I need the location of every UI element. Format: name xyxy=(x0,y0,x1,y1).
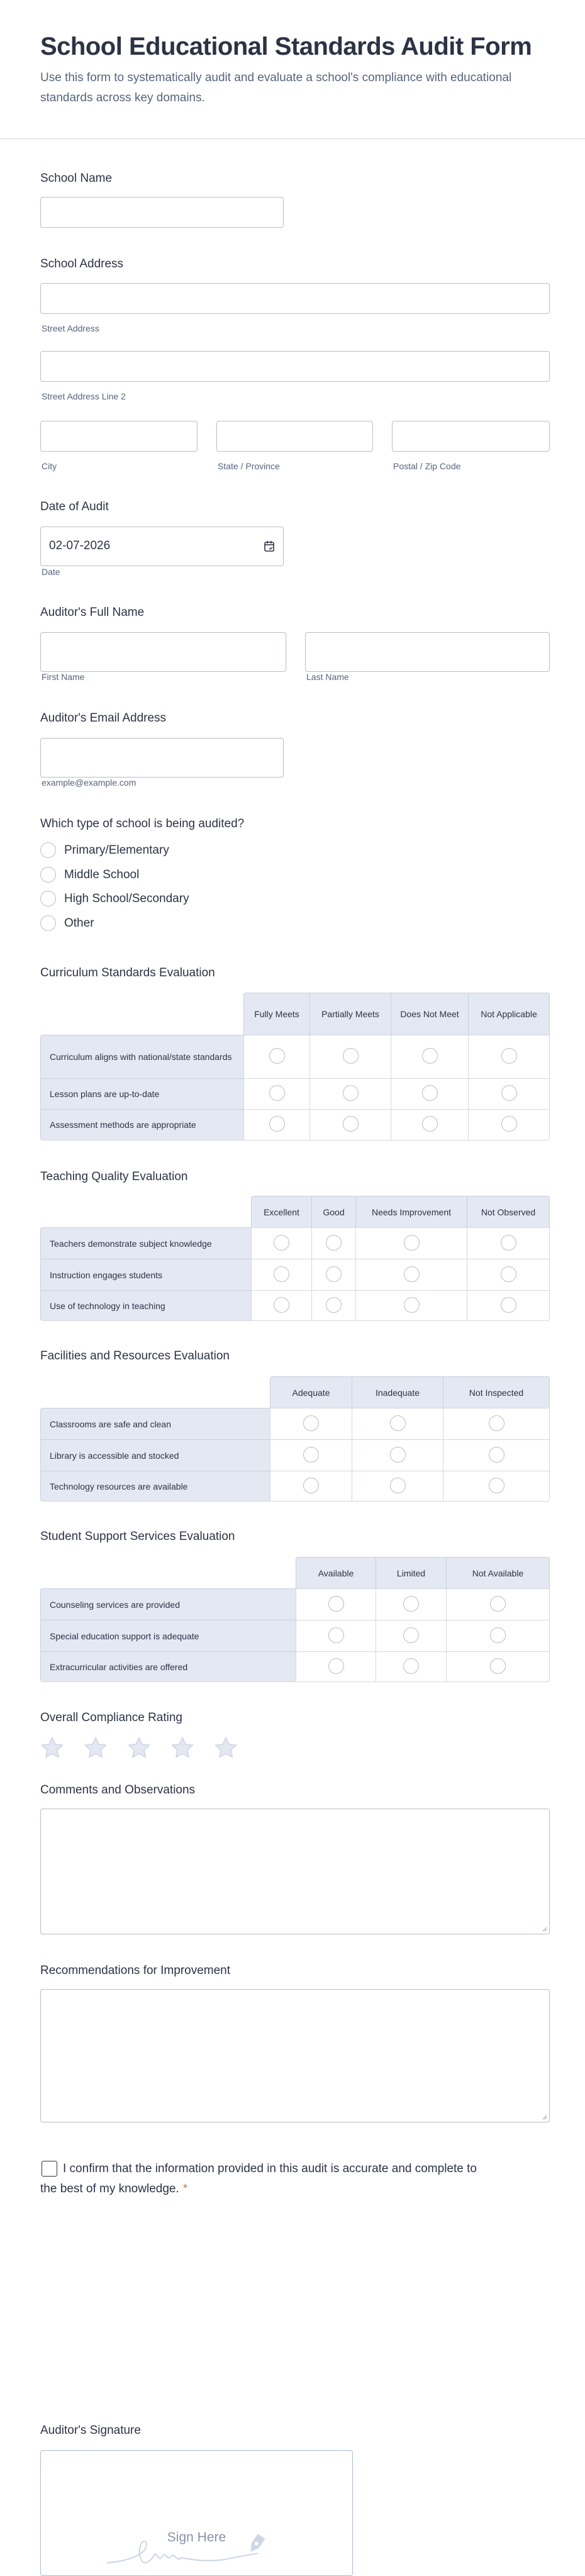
street-address-sublabel: Street Address xyxy=(42,323,99,333)
radio-button[interactable] xyxy=(489,1447,504,1463)
radio-button[interactable] xyxy=(404,1235,420,1251)
matrix-cell xyxy=(467,1259,550,1290)
radio-button[interactable] xyxy=(404,1266,420,1282)
last-name-input[interactable] xyxy=(305,632,550,672)
radio-button[interactable] xyxy=(40,867,56,883)
star-rating[interactable] xyxy=(40,1736,238,1760)
matrix-cell xyxy=(251,1259,311,1290)
matrix-corner xyxy=(40,1196,251,1227)
radio-button[interactable] xyxy=(274,1235,289,1251)
matrix-cell xyxy=(311,1259,355,1290)
matrix-row-label: Special education support is adequate xyxy=(40,1620,296,1651)
zip-sublabel: Postal / Zip Code xyxy=(393,461,461,471)
radio-button[interactable] xyxy=(303,1478,319,1493)
matrix-cell xyxy=(355,1227,467,1259)
rating-label: Overall Compliance Rating xyxy=(40,1711,182,1724)
radio-button[interactable] xyxy=(422,1048,438,1064)
school-type-option[interactable] xyxy=(40,891,189,906)
radio-button[interactable] xyxy=(326,1297,342,1313)
radio-button[interactable] xyxy=(269,1048,285,1064)
matrix-row-label: Instruction engages students xyxy=(40,1259,251,1290)
radio-button[interactable] xyxy=(40,842,56,858)
email-input[interactable] xyxy=(40,738,284,778)
city-sublabel: City xyxy=(42,461,57,471)
required-mark: * xyxy=(182,2182,188,2195)
matrix-cell xyxy=(355,1259,467,1290)
matrix-row xyxy=(40,1109,550,1140)
radio-button[interactable] xyxy=(404,1297,420,1313)
school-address-label: School Address xyxy=(40,257,124,270)
matrix-cell xyxy=(376,1620,446,1651)
matrix-cell xyxy=(355,1290,467,1321)
radio-button[interactable] xyxy=(328,1658,344,1674)
matrix-column-header: Not Available xyxy=(446,1557,550,1588)
radio-button[interactable] xyxy=(328,1596,344,1612)
zip-input[interactable] xyxy=(392,421,550,452)
header-divider xyxy=(0,138,585,139)
matrix-column-header: Does Not Meet xyxy=(391,993,468,1035)
street-address-line2-input[interactable] xyxy=(40,351,550,382)
matrix-cell xyxy=(467,1290,550,1321)
matrix-corner xyxy=(40,1376,270,1408)
matrix-cell xyxy=(446,1651,550,1682)
radio-button[interactable] xyxy=(490,1627,506,1643)
state-input[interactable] xyxy=(216,421,373,452)
matrix-row-label: Curriculum aligns with national/state standards xyxy=(40,1035,243,1078)
radio-button[interactable] xyxy=(303,1447,319,1463)
matrix-column-header: Not Observed xyxy=(467,1196,550,1227)
radio-button[interactable] xyxy=(422,1085,438,1101)
matrix-column-header: Available xyxy=(296,1557,376,1588)
option-label: Other xyxy=(64,916,94,930)
radio-button[interactable] xyxy=(40,915,56,931)
matrix-corner xyxy=(40,1557,296,1588)
street-address-input[interactable] xyxy=(40,283,550,314)
matrix-cell xyxy=(352,1471,443,1502)
matrix-row-label: Library is accessible and stocked xyxy=(40,1439,270,1471)
facilities-label: Facilities and Resources Evaluation xyxy=(40,1349,230,1363)
school-type-option[interactable] xyxy=(40,915,94,931)
matrix-row-label: Technology resources are available xyxy=(40,1471,270,1502)
matrix-column-header: Limited xyxy=(376,1557,446,1588)
radio-button[interactable] xyxy=(489,1415,504,1431)
student-support-label: Student Support Services Evaluation xyxy=(40,1530,235,1543)
star-icon[interactable] xyxy=(170,1736,194,1760)
matrix-row-label: Extracurricular activities are offered xyxy=(40,1651,296,1682)
signature-pad[interactable] xyxy=(40,2450,353,2576)
radio-button[interactable] xyxy=(326,1235,342,1251)
matrix-row xyxy=(40,1471,550,1502)
matrix-column-header: Adequate xyxy=(270,1376,352,1408)
option-label: Primary/Elementary xyxy=(64,843,169,857)
matrix-cell xyxy=(352,1408,443,1439)
matrix-row xyxy=(40,1035,550,1078)
matrix-column-header: Excellent xyxy=(251,1196,311,1227)
matrix-row-label: Counseling services are provided xyxy=(40,1588,296,1620)
matrix-cell xyxy=(251,1227,311,1259)
radio-button[interactable] xyxy=(390,1447,406,1463)
form-description: Use this form to systematically audit and evaluate a school's compliance with educational standards across key domains. xyxy=(40,71,512,104)
city-input[interactable] xyxy=(40,421,198,452)
matrix-row-label: Lesson plans are up-to-date xyxy=(40,1078,243,1109)
matrix-cell xyxy=(446,1620,550,1651)
star-icon[interactable] xyxy=(84,1736,108,1760)
radio-button[interactable] xyxy=(422,1116,438,1132)
matrix-column-header: Partially Meets xyxy=(309,993,391,1035)
last-name-sublabel: Last Name xyxy=(306,672,349,682)
matrix-cell xyxy=(468,1035,550,1078)
radio-button[interactable] xyxy=(343,1085,359,1101)
school-name-label: School Name xyxy=(40,172,113,185)
radio-button[interactable] xyxy=(403,1627,419,1643)
radio-button[interactable] xyxy=(501,1048,517,1064)
matrix-cell xyxy=(443,1408,550,1439)
facilities-matrix xyxy=(40,1376,550,1502)
signature-scribble-icon xyxy=(107,2525,289,2569)
recommendations-textarea[interactable] xyxy=(40,1989,550,2122)
calendar-icon[interactable] xyxy=(264,540,275,552)
street-address-line2-sublabel: Street Address Line 2 xyxy=(42,391,126,401)
school-type-option[interactable] xyxy=(40,867,139,883)
first-name-input[interactable] xyxy=(40,632,286,672)
radio-button[interactable] xyxy=(269,1116,285,1132)
radio-button[interactable] xyxy=(390,1478,406,1493)
school-name-input[interactable] xyxy=(40,197,284,228)
matrix-cell xyxy=(251,1290,311,1321)
email-sublabel: example@example.com xyxy=(42,778,136,788)
matrix-cell xyxy=(270,1439,352,1471)
matrix-cell xyxy=(243,1035,309,1078)
matrix-row xyxy=(40,1588,550,1620)
radio-button[interactable] xyxy=(274,1266,289,1282)
matrix-cell xyxy=(309,1078,391,1109)
resize-handle-icon[interactable] xyxy=(542,1927,547,1932)
matrix-column-header: Inadequate xyxy=(352,1376,443,1408)
option-label: Middle School xyxy=(64,867,140,881)
matrix-row-label: Classrooms are safe and clean xyxy=(40,1408,270,1439)
radio-button[interactable] xyxy=(390,1415,406,1431)
auditor-name-label: Auditor's Full Name xyxy=(40,606,145,619)
student-support-matrix xyxy=(40,1557,550,1682)
matrix-column-header: Fully Meets xyxy=(243,993,309,1035)
matrix-cell xyxy=(352,1439,443,1471)
matrix-row-label: Use of technology in teaching xyxy=(40,1290,251,1321)
matrix-row xyxy=(40,1651,550,1682)
matrix-column-header: Good xyxy=(311,1196,355,1227)
sign-here-text: Sign Here xyxy=(167,2530,226,2545)
comments-label: Comments and Observations xyxy=(40,1783,196,1797)
radio-button[interactable] xyxy=(501,1116,517,1132)
teaching-label: Teaching Quality Evaluation xyxy=(40,1170,188,1183)
radio-button[interactable] xyxy=(269,1085,285,1101)
matrix-cell xyxy=(468,1109,550,1140)
radio-button[interactable] xyxy=(489,1478,504,1493)
radio-button[interactable] xyxy=(501,1297,516,1313)
matrix-row-label: Assessment methods are appropriate xyxy=(40,1109,243,1140)
auditor-email-label: Auditor's Email Address xyxy=(40,711,167,725)
star-icon[interactable] xyxy=(214,1736,238,1760)
radio-button[interactable] xyxy=(40,891,56,906)
matrix-row xyxy=(40,1408,550,1439)
radio-button[interactable] xyxy=(328,1627,344,1643)
matrix-corner xyxy=(40,993,243,1035)
date-value: 02-07-2026 xyxy=(49,539,111,552)
matrix-column-header: Needs Improvement xyxy=(355,1196,467,1227)
option-label: High School/Secondary xyxy=(64,891,189,905)
curriculum-label: Curriculum Standards Evaluation xyxy=(40,966,215,979)
matrix-cell xyxy=(309,1109,391,1140)
matrix-cell xyxy=(391,1035,468,1078)
matrix-row xyxy=(40,1290,550,1321)
recommendations-label: Recommendations for Improvement xyxy=(40,1964,231,1977)
matrix-cell xyxy=(391,1078,468,1109)
confirm-text xyxy=(40,2159,481,2199)
radio-button[interactable] xyxy=(326,1266,342,1282)
page-title: School Educational Standards Audit Form xyxy=(40,33,532,60)
matrix-cell xyxy=(270,1408,352,1439)
matrix-row xyxy=(40,1078,550,1109)
matrix-cell xyxy=(296,1620,376,1651)
matrix-cell xyxy=(376,1588,446,1620)
matrix-cell xyxy=(443,1471,550,1502)
first-name-sublabel: First Name xyxy=(42,672,85,682)
radio-button[interactable] xyxy=(501,1085,517,1101)
matrix-column-header: Not Applicable xyxy=(468,993,550,1035)
matrix-cell xyxy=(309,1035,391,1078)
signature-label: Auditor's Signature xyxy=(40,2424,141,2437)
radio-button[interactable] xyxy=(274,1297,289,1313)
matrix-cell xyxy=(443,1439,550,1471)
matrix-cell xyxy=(243,1109,309,1140)
school-type-label: Which type of school is being audited? xyxy=(40,817,245,830)
matrix-cell xyxy=(311,1227,355,1259)
radio-button[interactable] xyxy=(403,1596,419,1612)
radio-button[interactable] xyxy=(501,1235,516,1251)
radio-button[interactable] xyxy=(501,1266,516,1282)
star-icon[interactable] xyxy=(40,1736,64,1760)
matrix-row xyxy=(40,1259,550,1290)
matrix-cell xyxy=(446,1588,550,1620)
resize-handle-icon[interactable] xyxy=(542,2115,547,2120)
matrix-cell xyxy=(270,1471,352,1502)
confirm-label: I confirm that the information provided in this audit is accurate and complete to the best of my knowledge. xyxy=(40,2162,477,2195)
matrix-cell xyxy=(296,1651,376,1682)
radio-button[interactable] xyxy=(343,1116,359,1132)
radio-button[interactable] xyxy=(403,1658,419,1674)
matrix-row xyxy=(40,1620,550,1651)
school-type-option[interactable] xyxy=(40,842,169,858)
matrix-cell xyxy=(311,1290,355,1321)
matrix-cell xyxy=(467,1227,550,1259)
radio-button[interactable] xyxy=(303,1415,319,1431)
matrix-row-label: Teachers demonstrate subject knowledge xyxy=(40,1227,251,1259)
confirm-checkbox[interactable] xyxy=(42,2161,57,2177)
date-label: Date of Audit xyxy=(40,500,109,513)
radio-button[interactable] xyxy=(343,1048,359,1064)
matrix-cell xyxy=(376,1651,446,1682)
matrix-cell xyxy=(243,1078,309,1109)
curriculum-matrix xyxy=(40,993,550,1140)
radio-button[interactable] xyxy=(490,1658,506,1674)
matrix-column-header: Not Inspected xyxy=(443,1376,550,1408)
matrix-cell xyxy=(296,1588,376,1620)
matrix-cell xyxy=(391,1109,468,1140)
radio-button[interactable] xyxy=(490,1596,506,1612)
matrix-row xyxy=(40,1439,550,1471)
star-icon[interactable] xyxy=(127,1736,151,1760)
comments-textarea[interactable] xyxy=(40,1809,550,1934)
teaching-matrix xyxy=(40,1196,550,1321)
date-sublabel: Date xyxy=(42,567,60,577)
matrix-row xyxy=(40,1227,550,1259)
date-input[interactable] xyxy=(40,527,284,566)
state-sublabel: State / Province xyxy=(218,461,280,471)
matrix-cell xyxy=(468,1078,550,1109)
